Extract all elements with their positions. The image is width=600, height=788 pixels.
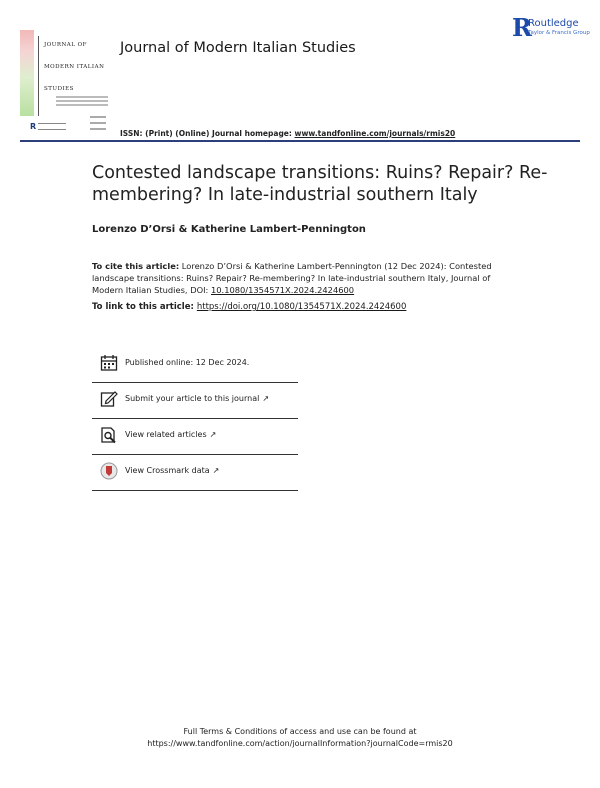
issn-text: ISSN: (Print) (Online) Journal homepage:: [120, 129, 295, 138]
external-link-icon: ↗: [209, 430, 217, 439]
related-row[interactable]: [92, 418, 298, 455]
publisher-subtitle: Taylor & Francis Group: [528, 30, 590, 36]
cover-divider: [38, 36, 39, 116]
citation-doi-link[interactable]: 10.1080/1354571X.2024.2424600: [211, 285, 355, 295]
cover-color-stripe: [20, 30, 34, 116]
cover-publisher-logo: R: [30, 122, 37, 131]
calendar-icon: [100, 354, 118, 372]
related-articles-link[interactable]: View related articles ↗: [125, 430, 217, 439]
footer-terms-link[interactable]: https://www.tandfonline.com/action/journalInformation?journalCode=rmis20: [147, 739, 453, 748]
article-link-line: [92, 302, 406, 312]
crossmark-row[interactable]: [92, 454, 298, 491]
article-authors: Lorenzo D’Orsi & Katherine Lambert-Pennington: [92, 224, 366, 235]
submit-article-link[interactable]: Submit your article to this journal ↗: [125, 394, 270, 403]
routledge-r-icon: R: [512, 13, 532, 42]
external-link-icon: ↗: [212, 466, 220, 475]
footer: [0, 726, 600, 750]
published-row: [92, 346, 298, 383]
citation-block: [92, 260, 512, 296]
journal-title: Journal of Modern Italian Studies: [120, 40, 356, 56]
citation-text: Lorenzo D’Orsi & Katherine Lambert-Pennington (12 Dec 2024): Contested landscape transitions: Ruins? Repair? Re-membering? In late-industrial southern Italy, Journal of Modern Italian Studies, DOI:: [92, 261, 492, 295]
cover-title-line-2: MODERN ITALIAN: [44, 64, 105, 70]
link-label: To link to this article:: [92, 302, 197, 312]
cover-title-line-3: STUDIES: [44, 86, 74, 92]
article-doi-link[interactable]: https://doi.org/10.1080/1354571X.2024.2424600: [196, 302, 407, 312]
related-articles-icon: [100, 426, 118, 444]
citation-label: To cite this article:: [92, 261, 180, 271]
crossmark-link[interactable]: View Crossmark data ↗: [125, 466, 220, 475]
footer-terms-text: Full Terms & Conditions of access and use can be found at: [183, 727, 417, 736]
journal-homepage-link[interactable]: www.tandfonline.com/journals/rmis20: [294, 129, 456, 138]
header-divider: [20, 140, 580, 142]
crossmark-icon: [100, 462, 118, 480]
submit-row[interactable]: [92, 382, 298, 419]
article-title: Contested landscape transitions: Ruins? Repair? Re-membering? In late-industrial southern Italy: [92, 163, 548, 205]
publisher-logo[interactable]: [512, 13, 590, 42]
external-link-icon: ↗: [262, 394, 270, 403]
issn-line: [120, 129, 455, 138]
journal-cover-thumbnail: [20, 30, 112, 140]
publisher-name: Routledge: [528, 18, 579, 29]
published-date: Published online: 12 Dec 2024.: [125, 358, 250, 367]
edit-document-icon: [100, 390, 118, 408]
cover-title-line-1: JOURNAL OF: [44, 42, 88, 48]
